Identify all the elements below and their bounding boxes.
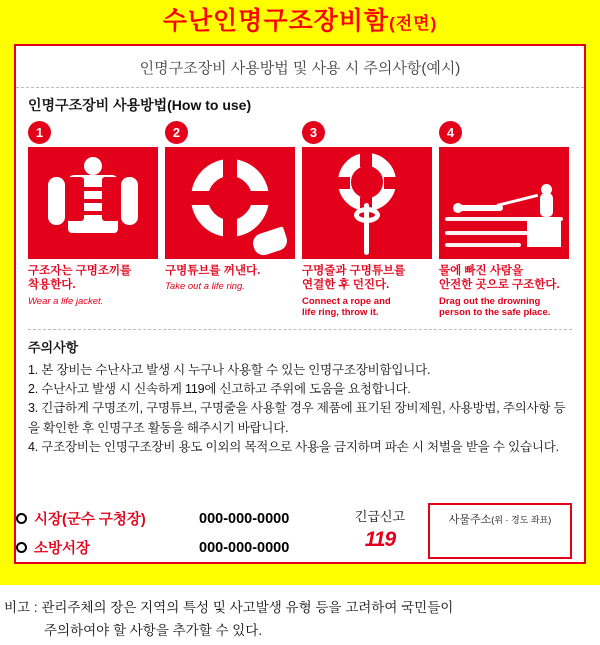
rescue-drag-icon (439, 147, 569, 259)
howto-title: 인명구조장비 사용방법(How to use) (28, 97, 252, 113)
notice-item: 3. 긴급하게 구명조끼, 구명튜브, 구명줄을 사용할 경우 제품에 표기된 장비제원, 사용방법, 주의사항 등을 확인한 후 인명구조 활동을 해주시기 바랍니다. (28, 401, 566, 435)
notice-title: 주의사항 (28, 339, 79, 355)
step-item (439, 121, 569, 319)
footer-note (0, 585, 600, 643)
step-caption-en-3: Connect a rope and life ring, throw it. (302, 295, 391, 319)
step-item (165, 121, 295, 319)
page-title-main: 수난인명구조장비함 (162, 7, 390, 35)
bullet-circle-icon (16, 513, 27, 524)
contact-label: 시장(군수 구청장) (34, 512, 146, 528)
step-item (302, 121, 432, 319)
contact-number: 000-000-0000 (199, 510, 290, 527)
notice-item: 1. 본 장비는 수난사고 발생 시 누구나 사용할 수 있는 인명구조장비함입니다. (28, 362, 431, 377)
rope-and-ring-icon (302, 147, 432, 259)
emergency-119-logo-icon: 119 (364, 528, 396, 551)
step-badge-3: 3 (302, 121, 325, 144)
page-title-sub: (전면) (389, 14, 438, 33)
step-badge-2: 2 (165, 121, 188, 144)
step-caption-ko-1: 구조자는 구명조끼를 착용한다. (28, 265, 132, 292)
life-jacket-icon (28, 147, 158, 259)
address-box (428, 503, 572, 559)
step-caption-ko-2: 구명튜브를 꺼낸다. (165, 265, 261, 277)
footer-line-2: 주의하여야 할 사항을 추가할 수 있다. (44, 622, 263, 638)
step-badge-4: 4 (439, 121, 462, 144)
step-caption-en-4: Drag out the drowning person to the safe place. (439, 295, 551, 319)
contact-number: 000-000-0000 (199, 539, 290, 556)
emergency-call-block (336, 506, 424, 552)
step-item (28, 121, 158, 319)
step-badge-1: 1 (28, 121, 51, 144)
step-caption-ko-3: 구명줄과 구명튜브를 연결한 후 던진다. (302, 265, 406, 292)
life-ring-icon (165, 147, 295, 259)
step-caption-ko-4: 물에 빠진 사람을 안전한 곳으로 구조한다. (439, 265, 560, 292)
step-caption-en-2: Take out a life ring. (165, 281, 245, 293)
step-caption-en-1: Wear a life jacket. (28, 295, 104, 307)
notice-item: 2. 수난사고 발생 시 신속하게 119에 신고하고 주위에 도움을 요청합니다. (28, 381, 411, 396)
panel-header: 인명구조장비 사용방법 및 사용 시 주의사항(예시) (16, 46, 584, 88)
address-text: 사물주소(위 · 경도 좌표) (448, 514, 552, 526)
contact-label: 소방서장 (34, 541, 91, 557)
emergency-label: 긴급신고 (354, 509, 406, 524)
notice-section (28, 329, 572, 458)
footer-line-1: 비고 : 관리주체의 장은 지역의 특성 및 사고발생 유형 등을 고려하여 국민들이 (4, 600, 454, 615)
page-title (0, 0, 600, 36)
steps-list (28, 121, 574, 319)
info-panel (14, 44, 586, 564)
howto-section (16, 88, 584, 319)
notice-item: 4. 구조장비는 인명구조장비 용도 이외의 목적으로 사용을 금지하며 파손 시 처벌을 받을 수 있습니다. (28, 440, 559, 455)
bullet-circle-icon (16, 542, 27, 553)
